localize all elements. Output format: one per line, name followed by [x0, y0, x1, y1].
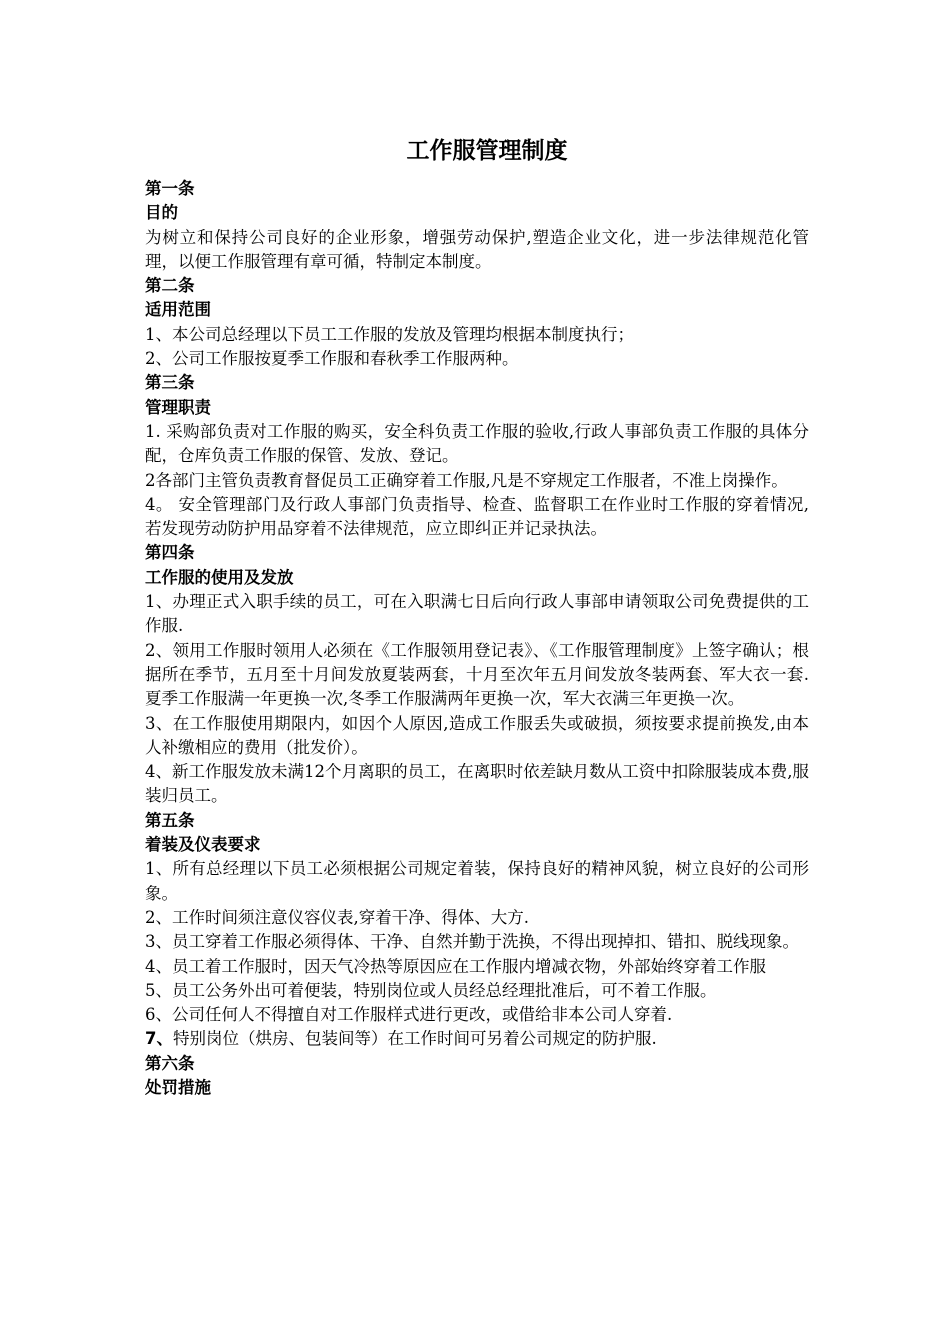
paragraph: 2、领用工作服时领用人必须在《工作服领用登记表》、《工作服管理制度》上签字确认；根据所在季节，五月至十月间发放夏装两套，十月至次年五月间发放冬装两套、军大衣一套.夏季工作服满一年更换一次,冬季工作服满两年更换一次，军大衣满三年更换一次。 [145, 640, 809, 709]
paragraph: 1. 采购部负责对工作服的购买，安全科负责工作服的验收,行政人事部负责工作服的具体分配，仓库负责工作服的保管、发放、登记。 [145, 421, 809, 466]
paragraph: 3、在工作服使用期限内，如因个人原因,造成工作服丢失或破损，须按要求提前换发,由本人补缴相应的费用（批发价）。 [145, 713, 809, 757]
paragraph: 2各部门主管负责教育督促员工正确穿着工作服,凡是不穿规定工作服者，不准上岗操作。 [145, 470, 788, 490]
article-heading: 处罚措施 [145, 1077, 211, 1097]
section-3 [145, 371, 809, 541]
section-2 [145, 274, 809, 371]
section-5 [145, 809, 809, 1052]
paragraph: 4、员工着工作服时，因天气冷热等原因应在工作服内增减衣物，外部始终穿着工作服 [145, 956, 766, 976]
paragraph-text: 特别岗位（烘房、包装间等）在工作时间可另着公司规定的防护服. [172, 1029, 657, 1049]
article-number: 第三条 [145, 373, 195, 393]
paragraph: 5、员工公务外出可着便装，特别岗位或人员经总经理批准后，可不着工作服。 [145, 980, 717, 1000]
article-heading: 适用范围 [145, 300, 211, 320]
article-number: 第五条 [145, 810, 195, 830]
paragraph: 4、新工作服发放未满12个月离职的员工，在离职时依差缺月数从工资中扣除服装成本费,服装归员工。 [145, 762, 809, 806]
paragraph: 6、公司任何人不得擅自对工作服样式进行更改，或借给非本公司人穿着. [145, 1005, 673, 1025]
paragraph: 3、员工穿着工作服必须得体、干净、自然并勤于洗换，不得出现掉扣、错扣、脱线现象。 [145, 932, 799, 952]
article-heading: 着装及仪表要求 [145, 835, 261, 855]
paragraph: 1、所有总经理以下员工必须根据公司规定着装，保持良好的精神风貌，树立良好的公司形象。 [145, 859, 809, 903]
paragraph-number: 7、 [145, 1029, 173, 1049]
article-number: 第六条 [145, 1053, 195, 1073]
article-number: 第二条 [145, 276, 195, 296]
paragraph: 4。 安全管理部门及行政人事部门负责指导、检查、监督职工在作业时工作服的穿着情况,若发现劳动防护用品穿着不法律规范，应立即纠正并记录执法。 [145, 494, 809, 539]
paragraph: 为树立和保持公司良好的企业形象，增强劳动保护,塑造企业文化，进一步法律规范化管理，以便工作服管理有章可循，特制定本制度。 [145, 227, 809, 271]
article-heading: 目的 [145, 203, 178, 223]
document-page [145, 134, 809, 1100]
paragraph: 2、公司工作服按夏季工作服和春秋季工作服两种。 [145, 349, 519, 369]
paragraph: 1、本公司总经理以下员工工作服的发放及管理均根据本制度执行； [145, 324, 634, 344]
paragraph: 2、工作时间须注意仪容仪表,穿着干净、得体、大方. [145, 907, 529, 927]
article-number: 第四条 [145, 543, 195, 563]
paragraph [145, 1027, 809, 1051]
section-4 [145, 541, 809, 808]
article-number: 第一条 [145, 179, 195, 198]
section-6 [145, 1052, 809, 1101]
section-1 [145, 177, 809, 274]
paragraph: 1、办理正式入职手续的员工，可在入职满七日后向行政人事部申请领取公司免费提供的工作服. [145, 592, 809, 636]
article-heading: 管理职责 [145, 397, 211, 417]
article-heading: 工作服的使用及发放 [145, 567, 294, 587]
document-title: 工作服管理制度 [406, 138, 568, 164]
